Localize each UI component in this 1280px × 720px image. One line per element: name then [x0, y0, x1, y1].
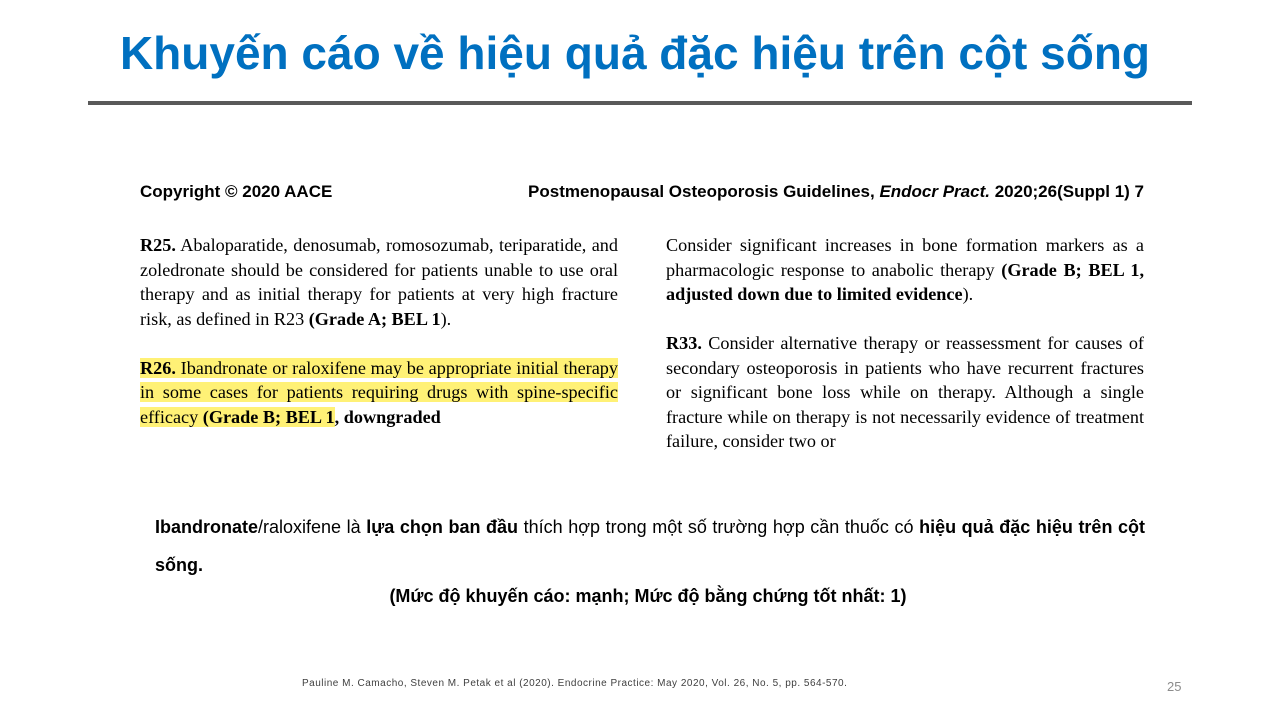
r26-grade: (Grade B; BEL 1	[202, 406, 335, 427]
r33-label: R33.	[666, 333, 702, 353]
r25-text: Abaloparatide, denosumab, romosozumab, teriparatide, and zoledronate should be considered for patients unable to use oral therapy and as initial therapy for patients at very high fracture risk, as defined in R23	[140, 235, 618, 329]
continued-end: ).	[962, 284, 974, 304]
journal-reference-suffix: 2020;26(Suppl 1) 7	[989, 182, 1144, 201]
recommendation-r26	[140, 356, 618, 430]
recommendation-continued	[666, 233, 1144, 307]
r26-label: R26.	[140, 357, 176, 378]
vietnamese-summary	[155, 508, 1145, 584]
continued-grade: (Grade B; BEL 1, adjusted down due to limited evidence	[666, 259, 1144, 304]
journal-reference	[528, 182, 1144, 202]
recommendation-r33	[666, 331, 1144, 454]
journal-reference-prefix: Postmenopausal Osteoporosis Guidelines,	[528, 182, 880, 201]
excerpt-right-column	[666, 233, 1144, 454]
excerpt-header	[140, 182, 1144, 204]
page-number: 25	[1167, 679, 1182, 694]
citation: Pauline M. Camacho, Steven M. Petak et al (2020). Endocrine Practice: May 2020, Vol. 26, No. 5, pp. 564-570.	[302, 678, 848, 689]
summary-drug: Ibandronate	[155, 517, 259, 537]
excerpt-left-column	[140, 233, 618, 429]
continued-text: Consider significant increases in bone formation markers as a pharmacologic response to anabolic therapy	[666, 235, 1144, 280]
r25-grade: (Grade A; BEL 1	[308, 308, 441, 329]
recommendation-r25	[140, 233, 618, 331]
summary-spine-efficacy: hiệu quả đặc hiệu trên cột sống.	[155, 517, 1146, 575]
r26-text: Ibandronate or raloxifene may be appropriate initial therapy in some cases for patients requiring drugs with spine-specific efficacy	[140, 357, 618, 427]
summary-text-1: /raloxifene là	[258, 517, 367, 537]
copyright-text: Copyright © 2020 AACE	[140, 182, 333, 201]
summary-initial-choice: lựa chọn ban đầu	[366, 517, 519, 537]
recommendation-grade: (Mức độ khuyến cáo: mạnh; Mức độ bằng chứng tốt nhất: 1)	[389, 586, 907, 606]
title-divider	[88, 101, 1192, 105]
r25-end: ).	[440, 308, 452, 329]
summary-text-2: thích hợp trong một số trường hợp cần thuốc có	[518, 517, 920, 537]
r33-text: Consider alternative therapy or reassessment for causes of secondary osteoporosis in patients who have recurrent fractures or significant bone loss while on therapy. Although a single fracture while on therapy is not necessarily evidence of treatment failure, consider two or	[666, 333, 1144, 451]
journal-name: Endocr Pract.	[879, 182, 990, 201]
slide-title: Khuyến cáo về hiệu quả đặc hiệu trên cột sống	[119, 27, 1151, 79]
r25-label: R25.	[140, 235, 176, 255]
r26-tail: , downgraded	[334, 406, 441, 427]
